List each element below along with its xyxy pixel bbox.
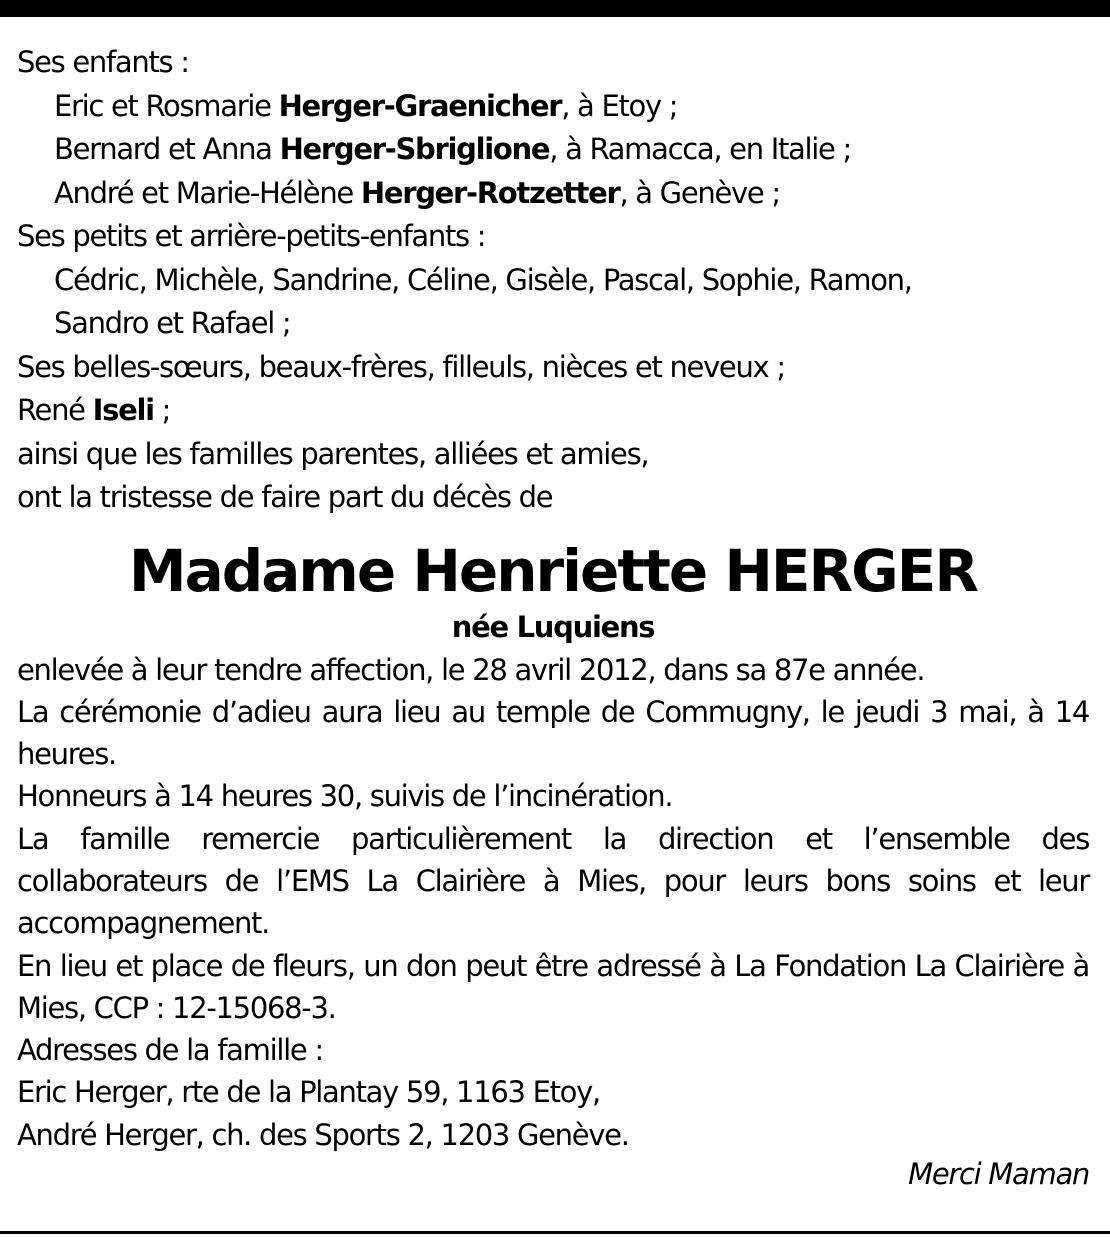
- bottom-border-rule: [0, 1231, 1110, 1234]
- child-names: André et Marie-Hélène: [54, 175, 361, 210]
- maiden-name: née Luquiens: [451, 609, 655, 644]
- rene-first-name: René: [17, 393, 93, 427]
- top-border-bar: [0, 0, 1110, 17]
- families-line: ainsi que les familles parentes, alliées et amies,: [17, 436, 649, 471]
- body-paragraph: Adresses de la famille :: [17, 1033, 323, 1068]
- rene-last-name: Iseli: [92, 393, 154, 427]
- body-paragraph: La famille remercie particulièrement la direction et l’ensemble des collaborateurs de l’EMS La Clairière à Mies, pour leurs bons soins et leur accompagnement.: [17, 821, 1089, 941]
- body-paragraph: enlevée à leur tendre affection, le 28 avril 2012, dans sa 87e année.: [17, 652, 925, 687]
- in-laws-line: Ses belles-sœurs, beaux-frères, filleuls, nièces et neveux ;: [17, 349, 785, 384]
- child-family-name: Herger-Sbriglione: [279, 132, 550, 166]
- grandchildren-names-line-1: Cédric, Michèle, Sandrine, Céline, Gisèle, Pascal, Sophie, Ramon,: [54, 262, 912, 297]
- child-place: , à Etoy ;: [561, 88, 678, 123]
- child-place: , à Ramacca, en Italie ;: [549, 132, 851, 166]
- child-line: [17, 85, 1089, 129]
- child-line: [17, 128, 1089, 172]
- grandchildren-intro: Ses petits et arrière-petits-enfants :: [17, 219, 486, 253]
- body-paragraph: André Herger, ch. des Sports 2, 1203 Genève.: [17, 1117, 629, 1152]
- child-family-name: Herger-Graenicher: [278, 88, 562, 123]
- rene-end: ;: [153, 393, 171, 427]
- announce-line: ont la tristesse de faire part du décès de: [17, 480, 553, 514]
- notice-body: [17, 649, 1089, 1157]
- body-paragraph: Eric Herger, rte de la Plantay 59, 1163 Etoy,: [17, 1075, 600, 1110]
- child-names: Bernard et Anna: [54, 132, 280, 166]
- grandchildren-names-line-2: Sandro et Rafael ;: [54, 306, 291, 340]
- children-intro: Ses enfants :: [17, 45, 189, 79]
- rene-line: [17, 389, 1089, 433]
- child-family-name: Herger-Rotzetter: [360, 175, 620, 210]
- closing-signature: Merci Maman: [908, 1157, 1089, 1192]
- obituary-notice: [17, 41, 1089, 1191]
- child-place: , à Genève ;: [619, 175, 780, 210]
- body-paragraph: Honneurs à 14 heures 30, suivis de l’incinération.: [17, 779, 673, 814]
- child-line: [17, 172, 1089, 216]
- body-paragraph: En lieu et place de fleurs, un don peut être adressé à La Fondation La Clairière à Mies, CCP : 12-15068-3.: [17, 948, 1089, 1025]
- body-paragraph: La cérémonie d’adieu aura lieu au temple de Commugny, le jeudi 3 mai, à 14 heures.: [17, 694, 1089, 772]
- child-names: Eric et Rosmarie: [54, 88, 279, 123]
- deceased-name-heading: Madame Henriette HERGER: [128, 536, 978, 605]
